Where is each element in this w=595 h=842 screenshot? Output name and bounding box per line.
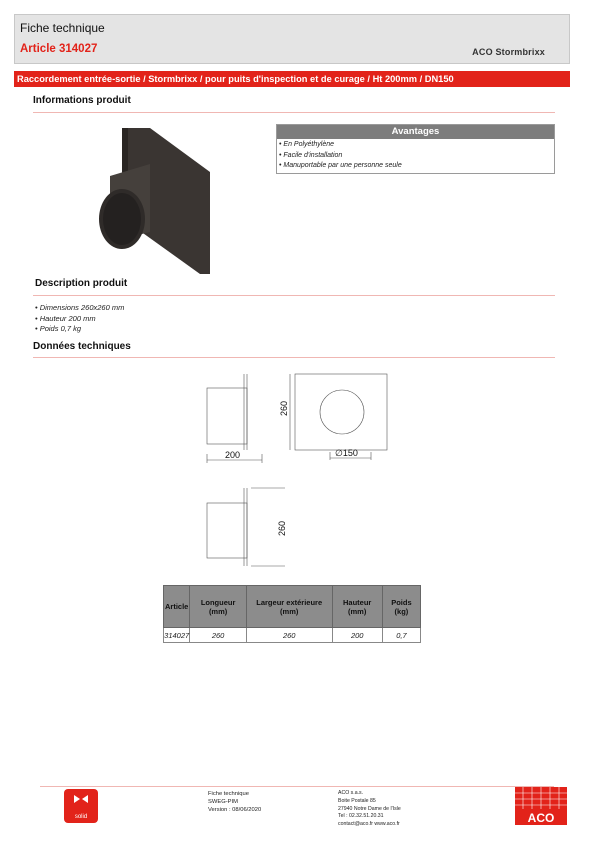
advantage-item: • Facile d'installation [279,151,343,159]
section-description-title: Description produit [35,278,128,289]
cell-length: 260 [190,628,247,643]
footer-document-info [208,790,261,814]
advantages-title: Avantages [277,125,554,139]
section-info-title: Informations produit [33,95,131,106]
cell-weight: 0,7 [382,628,420,643]
cell-height: 200 [332,628,382,643]
footer-company: ACO s.a.s. [338,790,364,796]
cell-article: 314027 [164,628,190,643]
description-list [35,303,124,335]
advantages-box [276,124,555,174]
col-length: Longueur (mm) [190,586,247,628]
col-width: Largeur extérieure (mm) [246,586,332,628]
dim-diameter-label: ∅150 [335,448,358,458]
footer-company-info [338,790,401,829]
advantage-item: • Manuportable par une personne seule [279,162,402,169]
col-article: Article [164,586,190,628]
doc-type-label: Fiche technique [20,21,105,35]
section-description-rule [33,295,555,296]
document-header [14,14,570,64]
table-row [164,628,421,643]
aco-logo [515,787,567,825]
badge-label: solid [74,814,88,820]
product-image [88,124,218,274]
product-title-bar: Raccordement entrée-sortie / Stormbrixx / pour puits d'inspection et de curage / Ht 200mm / DN150 [14,71,570,87]
dim-height2-label: 260 [277,520,287,536]
footer-po-box: Boite Postale 85 [338,797,376,804]
section-technical-rule [33,357,555,358]
dim-height-label: 260 [279,400,289,416]
aco-logo-text: ACO [527,811,555,825]
dim-length-label: 200 [225,450,241,460]
section-info-rule [33,112,555,113]
description-item: • Dimensions 260x260 mm [35,303,125,312]
table-header-row [164,586,421,628]
bowtie-icon [74,795,80,803]
footer-phone: Tel : 02.32.51.20.31 [338,813,384,820]
technical-drawing [195,368,395,568]
col-height: Hauteur (mm) [332,586,382,628]
section-technical-title: Données techniques [33,341,131,352]
footer-doc-type: Fiche technique [208,791,249,797]
description-item: • Hauteur 200 mm [35,313,96,323]
footer-rule [40,786,554,787]
description-item: • Poids 0,7 kg [35,324,81,333]
col-weight: Poids (kg) [382,586,420,628]
footer-contact: contact@aco.fr www.aco.fr [338,821,400,828]
solid-badge [64,789,98,823]
advantages-list [277,139,554,172]
advantage-item: • En Polyéthylène [279,141,334,148]
article-number: Article 314027 [20,43,98,55]
brand-name: ACO Stormbrixx [472,47,545,57]
specifications-table [163,585,421,643]
footer-version: Version : 08/06/2020 [208,807,262,813]
cell-width: 260 [246,628,332,643]
footer-city: 27940 Notre Dame de l'Isle [338,805,401,812]
footer-code: SWEG-PIM [208,799,238,805]
